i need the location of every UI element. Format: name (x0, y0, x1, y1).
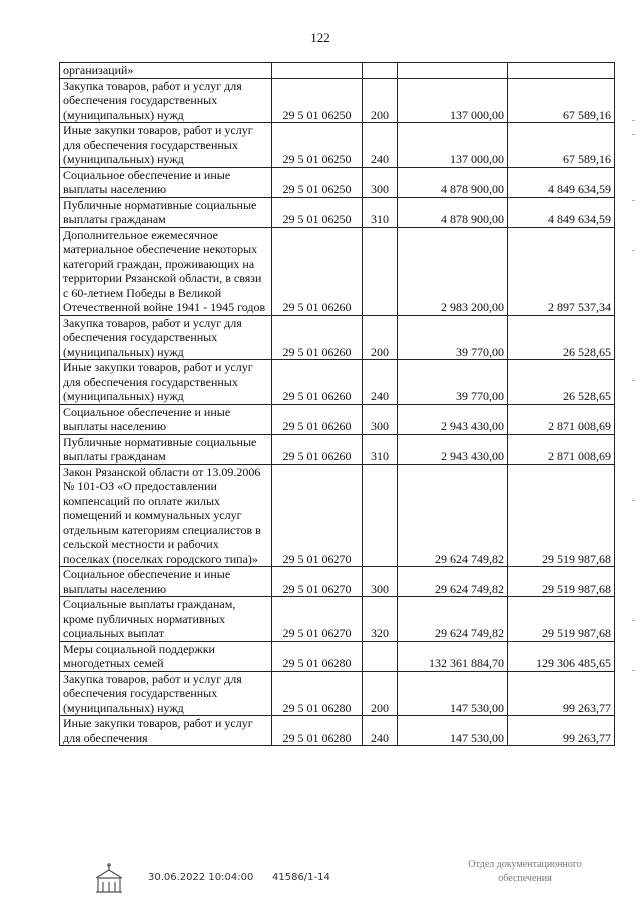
row-vr-cell (363, 464, 398, 567)
row-code-cell: 29 5 01 06260 (272, 360, 363, 405)
row-vr-cell: 240 (363, 360, 398, 405)
row-name-cell: Публичные нормативные социальные выплаты гражданам (60, 434, 272, 464)
row-plan-cell: 137 000,00 (398, 123, 508, 168)
row-plan-cell: 29 624 749,82 (398, 597, 508, 642)
row-exec-cell: 2 871 008,69 (508, 404, 615, 434)
table-row (60, 227, 615, 315)
row-name-cell: Социальное обеспечение и иные выплаты населению (60, 404, 272, 434)
row-vr-cell: 200 (363, 78, 398, 123)
building-seal-icon (92, 862, 126, 896)
row-vr-cell: 300 (363, 567, 398, 597)
row-code-cell: 29 5 01 06260 (272, 404, 363, 434)
row-plan-cell: 2 983 200,00 (398, 227, 508, 315)
row-plan-cell: 4 878 900,00 (398, 167, 508, 197)
row-exec-cell: 4 849 634,59 (508, 197, 615, 227)
row-exec-cell: 2 897 537,34 (508, 227, 615, 315)
row-code-cell (272, 63, 363, 79)
table-row (60, 167, 615, 197)
table-row (60, 671, 615, 716)
row-plan-cell: 137 000,00 (398, 78, 508, 123)
row-plan-cell: 29 624 749,82 (398, 464, 508, 567)
row-name-cell: Закупка товаров, работ и услуг для обеспечения государственных (муниципальных) нужд (60, 315, 272, 360)
row-code-cell: 29 5 01 06260 (272, 227, 363, 315)
footer-department (440, 858, 610, 886)
table-row (60, 315, 615, 360)
row-name-cell: Закупка товаров, работ и услуг для обеспечения государственных (муниципальных) нужд (60, 78, 272, 123)
table-row (60, 567, 615, 597)
row-name-cell: Закупка товаров, работ и услуг для обеспечения государственных (муниципальных) нужд (60, 671, 272, 716)
page-footer (0, 850, 640, 905)
table-row (60, 641, 615, 671)
row-exec-cell: 29 519 987,68 (508, 597, 615, 642)
footer-doc-number: 41586/1-14 (272, 872, 330, 883)
row-name-cell: Иные закупки товаров, работ и услуг для обеспечения государственных (муниципальных) нужд (60, 360, 272, 405)
row-exec-cell: 99 263,77 (508, 716, 615, 746)
row-code-cell: 29 5 01 06280 (272, 641, 363, 671)
row-exec-cell: 67 589,16 (508, 78, 615, 123)
row-plan-cell: 132 361 884,70 (398, 641, 508, 671)
row-vr-cell: 240 (363, 123, 398, 168)
row-code-cell: 29 5 01 06270 (272, 597, 363, 642)
row-code-cell: 29 5 01 06250 (272, 197, 363, 227)
table-row (60, 597, 615, 642)
row-vr-cell (363, 641, 398, 671)
row-code-cell: 29 5 01 06260 (272, 434, 363, 464)
row-exec-cell: 99 263,77 (508, 671, 615, 716)
row-exec-cell: 29 519 987,68 (508, 567, 615, 597)
row-exec-cell: 4 849 634,59 (508, 167, 615, 197)
row-exec-cell: 129 306 485,65 (508, 641, 615, 671)
row-code-cell: 29 5 01 06280 (272, 716, 363, 746)
row-name-cell: Социальное обеспечение и иные выплаты населению (60, 167, 272, 197)
row-plan-cell: 147 530,00 (398, 671, 508, 716)
row-vr-cell: 240 (363, 716, 398, 746)
row-plan-cell: 147 530,00 (398, 716, 508, 746)
row-code-cell: 29 5 01 06270 (272, 567, 363, 597)
row-code-cell: 29 5 01 06280 (272, 671, 363, 716)
row-vr-cell: 200 (363, 315, 398, 360)
page-number: 122 (310, 30, 330, 45)
row-exec-cell: 2 871 008,69 (508, 434, 615, 464)
budget-table (59, 62, 615, 746)
footer-department-line2: обеспечения (498, 873, 552, 884)
row-vr-cell (363, 63, 398, 79)
row-vr-cell (363, 227, 398, 315)
row-vr-cell: 300 (363, 167, 398, 197)
margin-marks (632, 120, 636, 680)
row-vr-cell: 320 (363, 597, 398, 642)
row-name-cell: Иные закупки товаров, работ и услуг для обеспечения государственных (муниципальных) нужд (60, 123, 272, 168)
footer-datetime: 30.06.2022 10:04:00 (148, 872, 254, 883)
row-plan-cell: 2 943 430,00 (398, 404, 508, 434)
row-code-cell: 29 5 01 06270 (272, 464, 363, 567)
table-row (60, 63, 615, 79)
table-row (60, 197, 615, 227)
table-row (60, 123, 615, 168)
row-name-cell: Социальные выплаты гражданам, кроме публичных нормативных социальных выплат (60, 597, 272, 642)
row-name-cell: Публичные нормативные социальные выплаты гражданам (60, 197, 272, 227)
row-plan-cell: 2 943 430,00 (398, 434, 508, 464)
row-exec-cell (508, 63, 615, 79)
row-vr-cell: 310 (363, 434, 398, 464)
row-vr-cell: 300 (363, 404, 398, 434)
table-row (60, 360, 615, 405)
table-row (60, 716, 615, 746)
table-row (60, 434, 615, 464)
row-name-cell: организаций» (60, 63, 272, 79)
row-exec-cell: 26 528,65 (508, 315, 615, 360)
row-plan-cell: 39 770,00 (398, 315, 508, 360)
row-plan-cell (398, 63, 508, 79)
row-exec-cell: 67 589,16 (508, 123, 615, 168)
row-code-cell: 29 5 01 06250 (272, 123, 363, 168)
row-code-cell: 29 5 01 06250 (272, 78, 363, 123)
row-vr-cell: 200 (363, 671, 398, 716)
row-name-cell: Дополнительное ежемесячное материальное обеспечение некоторых категорий граждан, проживающих на территории Рязанской области, в связи с 60-летием Победы в Великой Отечественной войне 1941 - 1945 годов (60, 227, 272, 315)
footer-department-line1: Отдел документационного (468, 859, 582, 870)
row-name-cell: Социальное обеспечение и иные выплаты населению (60, 567, 272, 597)
row-vr-cell: 310 (363, 197, 398, 227)
row-name-cell: Закон Рязанской области от 13.09.2006 № 101-ОЗ «О предоставлении компенсаций по оплате жилых помещений и коммунальных услуг отдельным категориям специалистов в сельской местности и рабочих поселках (поселках городского типа)» (60, 464, 272, 567)
table-row (60, 78, 615, 123)
row-plan-cell: 29 624 749,82 (398, 567, 508, 597)
row-plan-cell: 4 878 900,00 (398, 197, 508, 227)
row-code-cell: 29 5 01 06260 (272, 315, 363, 360)
row-code-cell: 29 5 01 06250 (272, 167, 363, 197)
table-row (60, 464, 615, 567)
row-plan-cell: 39 770,00 (398, 360, 508, 405)
table-row (60, 404, 615, 434)
row-exec-cell: 26 528,65 (508, 360, 615, 405)
row-name-cell: Иные закупки товаров, работ и услуг для обеспечения (60, 716, 272, 746)
row-exec-cell: 29 519 987,68 (508, 464, 615, 567)
row-name-cell: Меры социальной поддержки многодетных семей (60, 641, 272, 671)
